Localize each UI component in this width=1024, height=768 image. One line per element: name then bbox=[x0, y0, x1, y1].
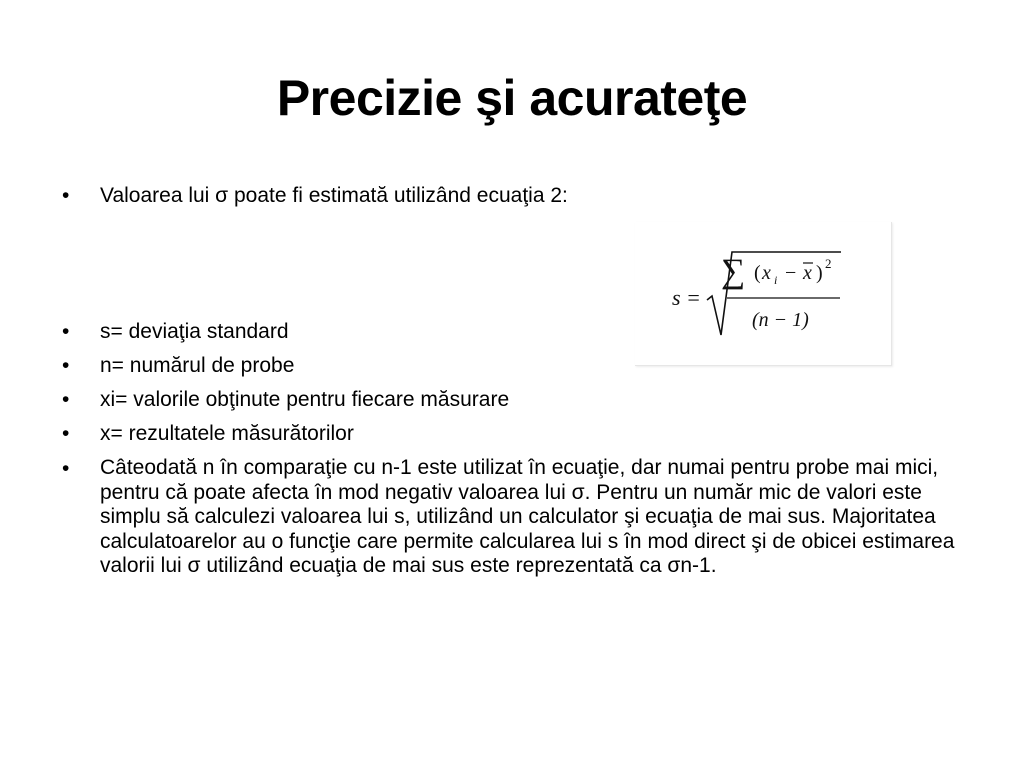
bullet-icon: • bbox=[62, 422, 70, 445]
bullet-icon: • bbox=[62, 320, 70, 343]
numerator-x: x bbox=[762, 262, 771, 284]
sum-symbol: ∑ bbox=[721, 253, 746, 290]
numerator-xbar: x bbox=[803, 262, 812, 284]
bullet-text: Valoarea lui σ poate fi estimată utilizând ecuaţia 2: bbox=[100, 184, 568, 207]
formula-lhs: s = bbox=[672, 285, 701, 310]
bullet-text: n= numărul de probe bbox=[100, 354, 295, 377]
numerator-exponent: 2 bbox=[825, 256, 832, 271]
bullet-icon: • bbox=[62, 388, 70, 411]
bullet-text: xi= valorile obţinute pentru fiecare măsurare bbox=[100, 388, 510, 411]
slide-title: Precizie şi acurateţe bbox=[276, 70, 748, 126]
formula-image bbox=[635, 222, 892, 366]
bullet-icon: • bbox=[62, 354, 70, 377]
standard-deviation-formula bbox=[635, 222, 891, 365]
bullet-icon: • bbox=[62, 184, 70, 207]
bullet-text: x= rezultatele măsurătorilor bbox=[100, 422, 354, 445]
bullet-icon: • bbox=[62, 457, 70, 480]
bullet-text: s= deviaţia standard bbox=[100, 320, 289, 343]
bullet-text: Câteodată n în comparaţie cu n-1 este utilizat în ecuaţie, dar numai pentru probe mai mici, pentru că poate afecta în mod negativ valoarea lui σ. Pentru un număr mic de valori este simplu să calculezi valoarea lui s, utilizând un calculator şi ecuaţia de mai sus. Majoritatea calculatoarelor au o funcţie care permite calcularea lui s în mod direct şi de obicei estimarea valorii lui σ utilizând ecuaţia de mai sus este reprezentată ca σn-1. bbox=[100, 456, 955, 577]
numerator-minus: − bbox=[785, 262, 797, 284]
denominator: (n − 1) bbox=[752, 309, 809, 331]
paren-close: ) bbox=[816, 262, 823, 284]
paren-open: ( bbox=[754, 262, 761, 284]
numerator-sub-i: i bbox=[774, 273, 778, 287]
